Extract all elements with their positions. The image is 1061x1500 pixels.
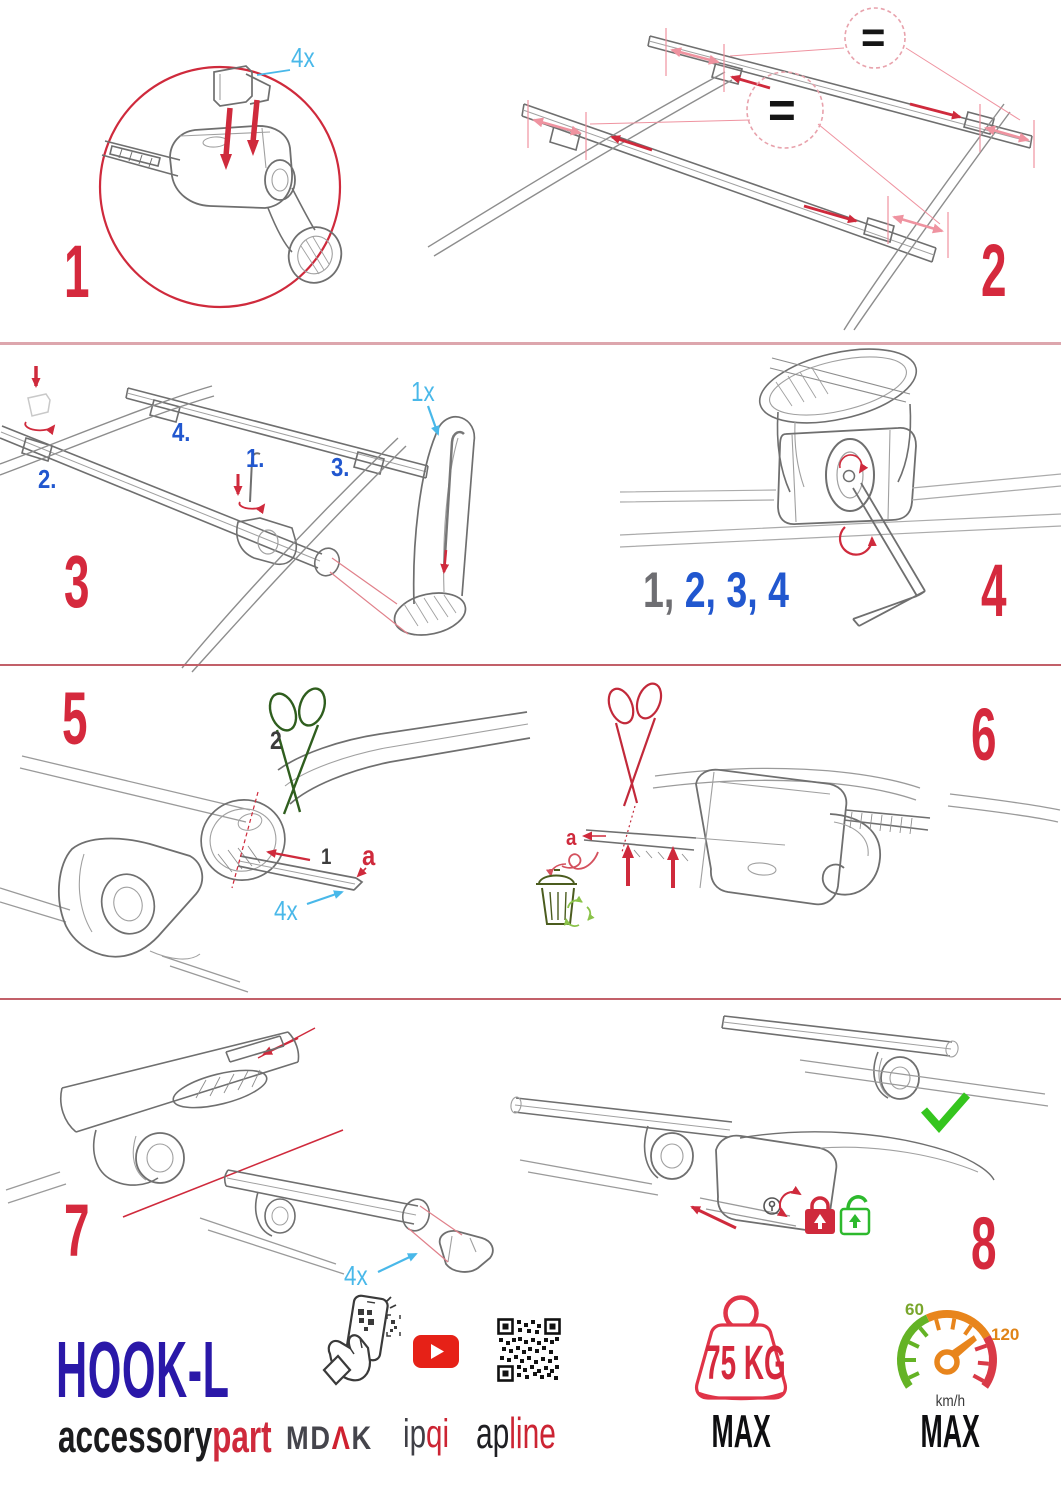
end-cap-part [440, 1231, 493, 1272]
key-icon [764, 1198, 780, 1214]
dimension-lines [528, 28, 1034, 258]
lock-open-icon [841, 1197, 869, 1234]
speed-unit-text: km/h [935, 1393, 965, 1410]
step4-sequence [643, 562, 789, 618]
ipqi-logo [403, 1414, 449, 1454]
speed-min-label: 60 [905, 1300, 924, 1319]
mdak-logo [286, 1422, 373, 1454]
step2-number: 2 [981, 229, 1007, 312]
ipqi-ip: ip [403, 1412, 427, 1456]
trash-bin-icon [536, 870, 577, 924]
weight-max-text: MAX [711, 1405, 771, 1457]
youtube-icon [413, 1335, 459, 1368]
apline-ap: ap [476, 1409, 510, 1458]
step3-pos1: 1. [246, 443, 265, 473]
step4-seq-done: 1, [643, 562, 675, 618]
tower-detail [391, 417, 475, 641]
brand-part: part [212, 1411, 272, 1462]
step5-insert-label: 1 [321, 844, 332, 869]
step2-equals-mid: = [768, 82, 796, 138]
mdak-k: K [351, 1420, 373, 1456]
apline-logo [476, 1409, 556, 1458]
qty-leader [257, 70, 290, 75]
bracket-part [214, 66, 270, 106]
scrap-squiggle [562, 852, 598, 869]
mdak-caret: Λ [331, 1420, 352, 1456]
speed-max-label [885, 1405, 1015, 1457]
qr-code-icon [497, 1318, 561, 1382]
roof-rails [428, 72, 1010, 330]
step5-dim-label: a [362, 840, 376, 871]
check-icon [924, 1095, 967, 1127]
ghost-bracket [28, 394, 50, 416]
speed-high-label: 120 [991, 1325, 1020, 1344]
weight-value [676, 1337, 806, 1390]
mdak-md: MD [286, 1420, 332, 1456]
step3-illustration [0, 342, 620, 664]
ipqi-qi: qi [426, 1412, 450, 1456]
step3-pos4: 4. [172, 417, 191, 447]
speed-max-text: MAX [920, 1405, 980, 1457]
step7-qty-label: 4x [344, 1260, 368, 1291]
step1-number: 1 [64, 230, 90, 313]
push-up-arrows [622, 844, 679, 888]
step6-dim-label: a [566, 825, 577, 850]
weight-value-text: 75 KG [705, 1337, 786, 1390]
weight-max-label [676, 1405, 806, 1457]
phone-scan-icon [324, 1292, 400, 1394]
brand-accessory: accessory [58, 1411, 213, 1462]
step5-cut-label: 2 [270, 727, 282, 755]
step3-pos2: 2. [38, 464, 57, 494]
step8-number: 8 [971, 1202, 997, 1285]
step7-number: 7 [64, 1189, 90, 1272]
step2-equals-top: = [861, 13, 886, 62]
step4-seq-rest: 2, 3, 4 [674, 562, 789, 618]
step5-number: 5 [62, 677, 88, 760]
step4-number: 4 [981, 549, 1007, 632]
step1-qty-label: 4x [291, 42, 315, 73]
step2-illustration [420, 0, 1061, 332]
step6-number: 6 [971, 693, 997, 776]
insert-arrows [220, 100, 259, 170]
step3-number: 3 [64, 540, 90, 623]
step3-qty-label: 1x [411, 376, 435, 407]
step5-qty-label: 4x [274, 895, 298, 926]
product-name: HOOK-L [56, 1325, 230, 1414]
step3-pos3: 3. [331, 452, 350, 482]
apline-line: line [509, 1409, 556, 1458]
brand-logo [58, 1411, 272, 1462]
